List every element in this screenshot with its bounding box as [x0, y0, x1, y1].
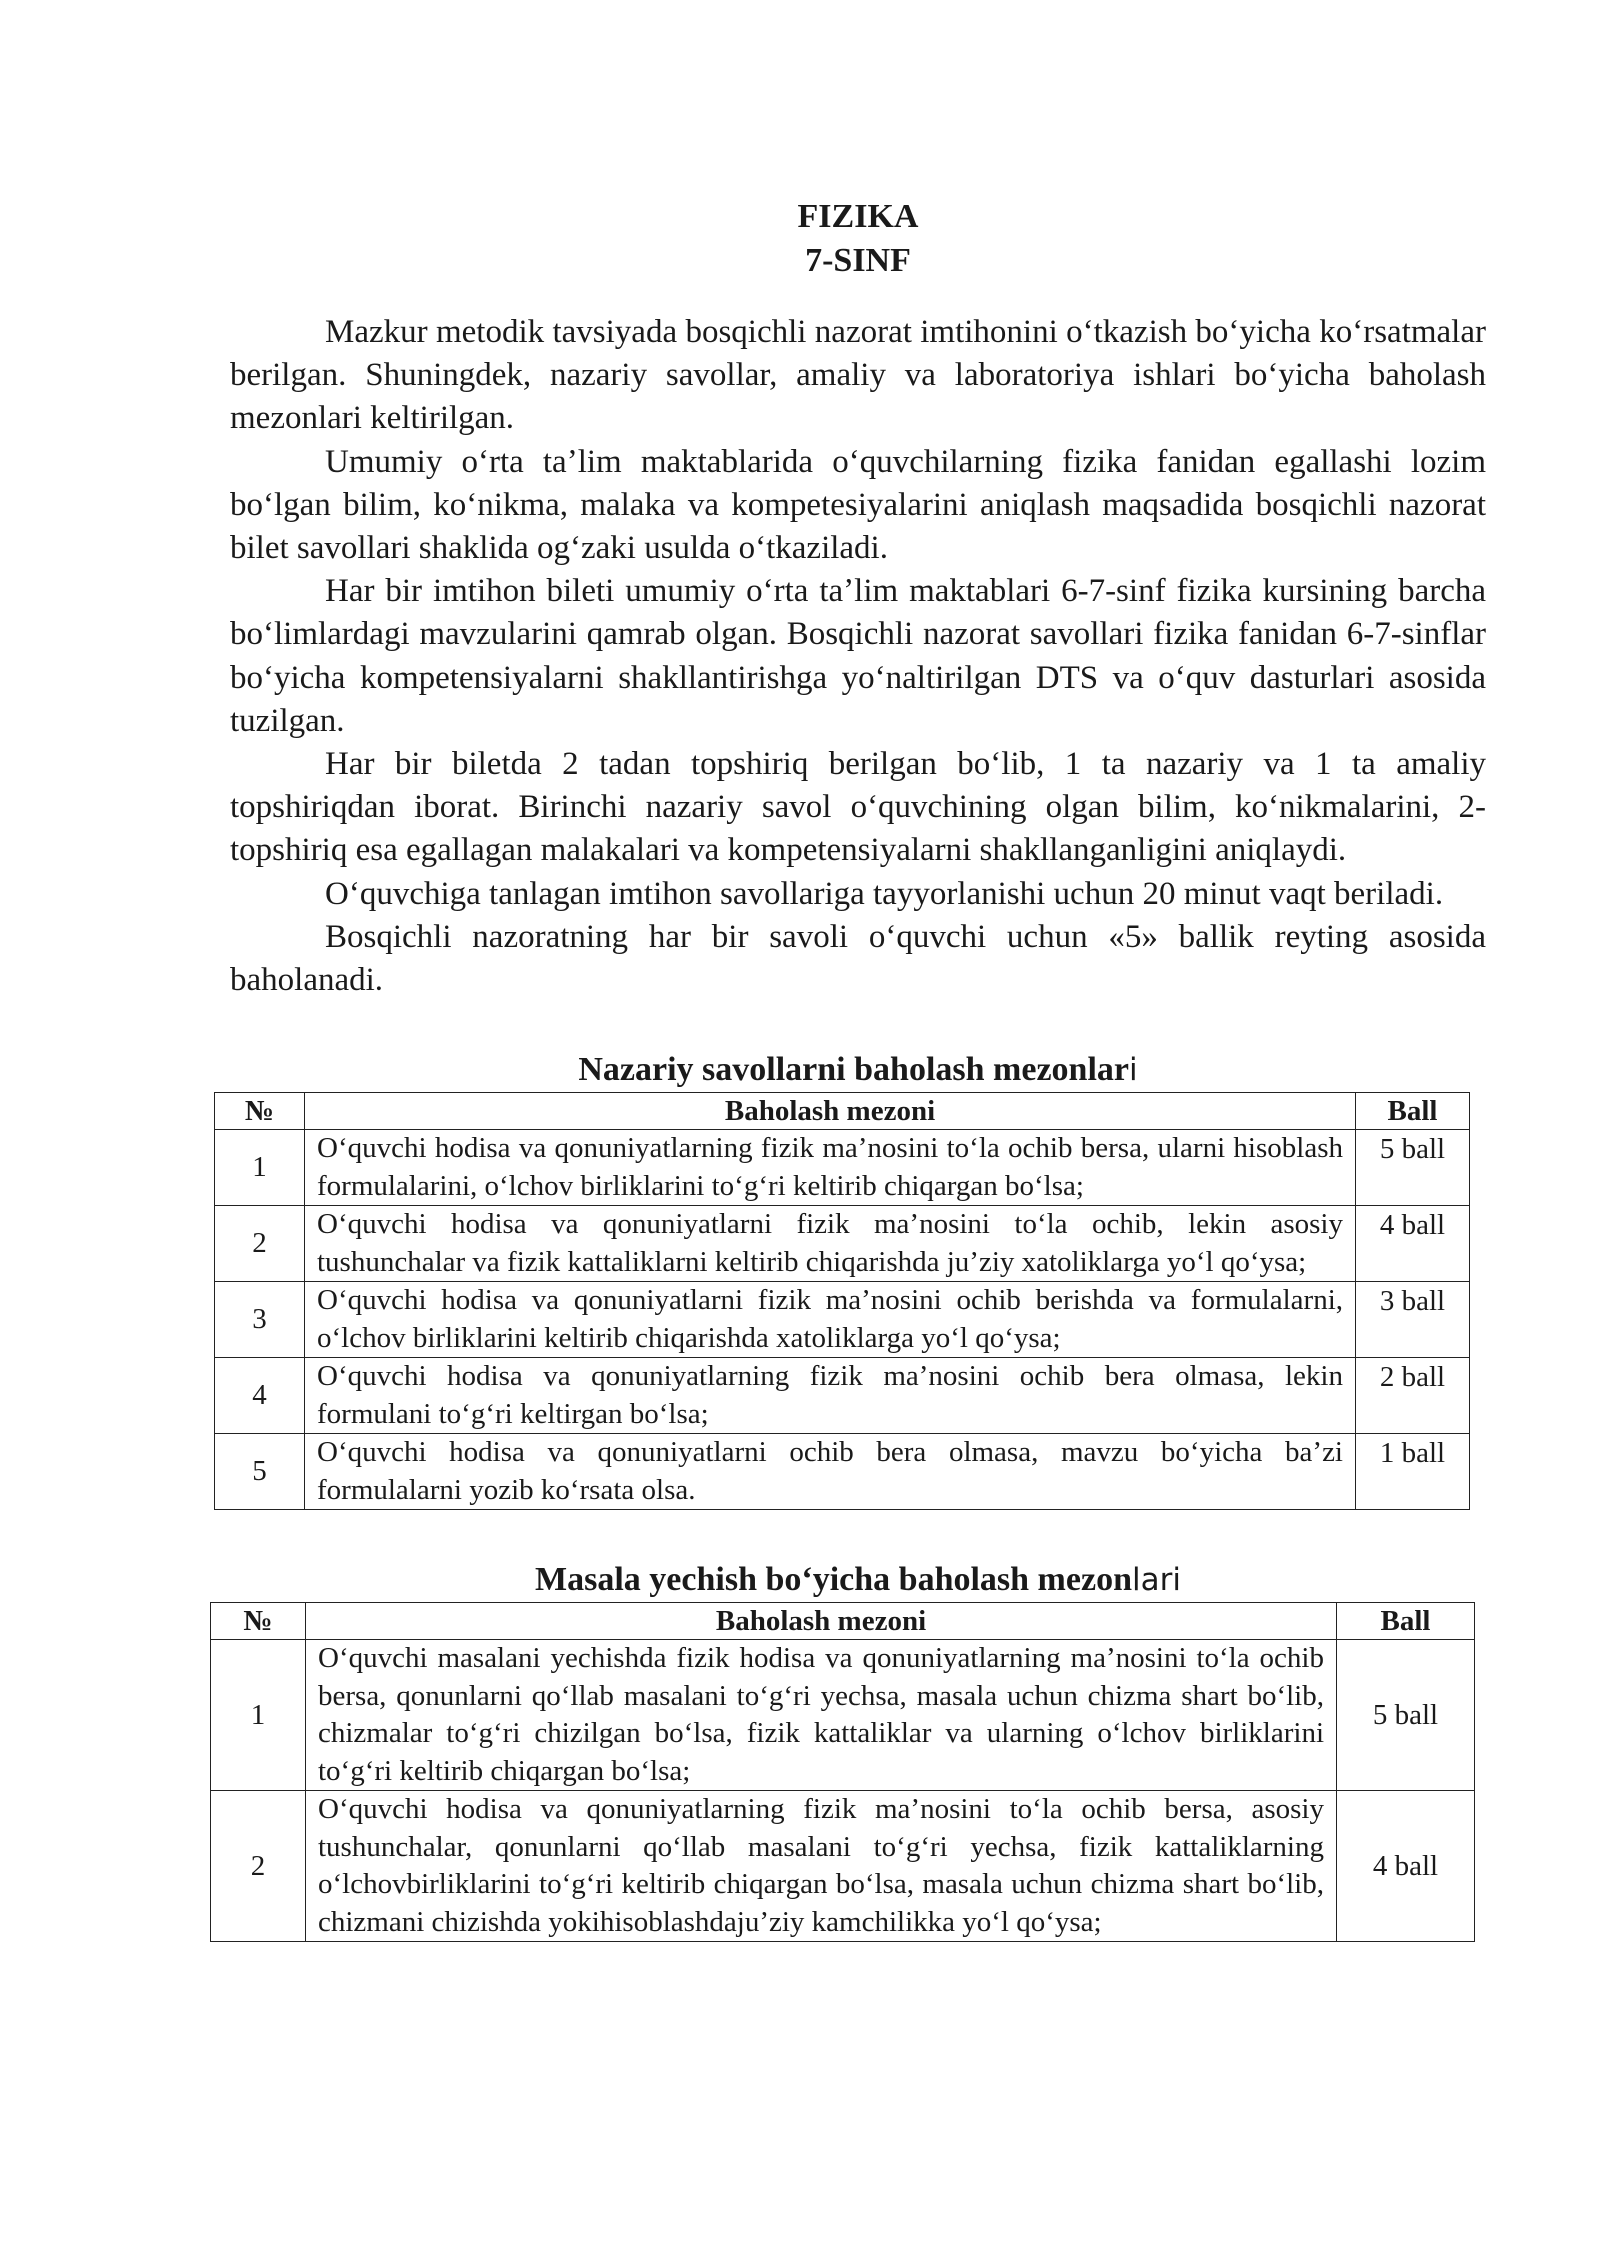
document-page: [230, 195, 1486, 1942]
table-row: [215, 1282, 1470, 1358]
heading-tail-text: i: [1128, 1052, 1138, 1089]
problem-solving-criteria-table: [210, 1602, 1475, 1942]
criteria-text: Oʻquvchi masalani yechishda fizik hodisa va qonuniyatlarning maʼnosini toʻla ochib bersa, qonunlarni qoʻllab masalani toʻgʻri yechsa, masala uchun chizma shart boʻlib, chizmalar toʻgʻri chizilgan boʻlsa, fizik kattaliklar va ularning oʻlchov birliklarini toʻgʻri keltirib chiqargan boʻlsa;: [306, 1640, 1337, 1791]
document-title: [230, 195, 1486, 283]
criteria-text: Oʻquvchi hodisa va qonuniyatlarning fizik maʼnosini toʻla ochib bersa, ularni hisoblash formulalarini, oʻlchov birliklarini toʻgʻri keltirib chiqargan boʻlsa;: [305, 1130, 1356, 1206]
criteria-column-header: Baholash mezoni: [305, 1093, 1356, 1130]
ball-value: 3 ball: [1356, 1282, 1470, 1358]
row-number: 2: [215, 1206, 305, 1282]
ball-column-header: Ball: [1337, 1603, 1475, 1640]
table-row: [215, 1434, 1470, 1510]
heading-tail-text: lari: [1131, 1562, 1181, 1599]
intro-paragraph: Bosqichli nazoratning har bir savoli oʻquvchi uchun «5» ballik reyting asosida baholanadi.: [230, 918, 1486, 999]
problem-solving-criteria-heading: [230, 1558, 1486, 1602]
number-column-header: №: [215, 1093, 305, 1130]
heading-main-text: Nazariy savollarni baholash mezonlar: [578, 1051, 1129, 1089]
row-number: 4: [215, 1358, 305, 1434]
criteria-text: Oʻquvchi hodisa va qonuniyatlarning fizik maʼnosini toʻla ochib bersa, asosiy tushunchalar, qonunlarni qoʻllab masalani toʻgʻri yechsa, fizik kattaliklarning oʻlchovbirliklarini toʻgʻri keltirib chiqargan boʻlsa, masala uchun chizma shart boʻlib, chizmani chizishda yokihisoblashdajuʼziy kamchilikka yoʻl qoʻysa;: [306, 1791, 1337, 1942]
row-number: 1: [211, 1640, 306, 1791]
grade-heading: 7-SINF: [805, 242, 911, 279]
row-number: 5: [215, 1434, 305, 1510]
number-column-header: №: [211, 1603, 306, 1640]
row-number: 3: [215, 1282, 305, 1358]
table-row: [211, 1640, 1475, 1791]
intro-text: [230, 311, 1486, 1002]
criteria-text: Oʻquvchi hodisa va qonuniyatlarni ochib bera olmasa, mavzu boʻyicha baʼzi formulalarni yozib koʻrsata olsa.: [305, 1434, 1356, 1510]
criteria-column-header: Baholash mezoni: [306, 1603, 1337, 1640]
heading-main-text: Masala yechish boʻyicha baholash mezon: [535, 1561, 1132, 1599]
table-row: [215, 1206, 1470, 1282]
intro-paragraph: Umumiy oʻrta taʼlim maktablarida oʻquvchilarning fizika fanidan egallashi lozim boʻlgan bilim, koʻnikma, malaka va kompetesiyalarini aniqlash maqsadida bosqichli nazorat bilet savollari shaklida ogʻzaki usulda oʻtkaziladi.: [230, 443, 1486, 567]
table-row: [215, 1130, 1470, 1206]
ball-value: 1 ball: [1356, 1434, 1470, 1510]
subject-heading: FIZIKA: [797, 198, 919, 235]
intro-paragraph: Har bir imtihon bileti umumiy oʻrta taʼlim maktablari 6-7-sinf fizika kursining barcha boʻlimlardagi mavzularini qamrab olgan. Bosqichli nazorat savollari fizika fanidan 6-7-sinflar boʻyicha kompetensiyalarni shakllantirishga yoʻnaltirilgan DTS va oʻquv dasturlari asosida tuzilgan.: [230, 573, 1486, 739]
table-header-row: [215, 1093, 1470, 1130]
criteria-text: Oʻquvchi hodisa va qonuniyatlarning fizik maʼnosini ochib bera olmasa, lekin formulani toʻgʻri keltirgan boʻlsa;: [305, 1358, 1356, 1434]
row-number: 1: [215, 1130, 305, 1206]
intro-paragraph: Oʻquvchiga tanlagan imtihon savollariga tayyorlanishi uchun 20 minut vaqt beriladi.: [325, 875, 1444, 912]
table-header-row: [211, 1603, 1475, 1640]
table-row: [215, 1358, 1470, 1434]
intro-paragraph: Mazkur metodik tavsiyada bosqichli nazorat imtihonini oʻtkazish boʻyicha koʻrsatmalar berilgan. Shuningdek, nazariy savollar, amaliy va laboratoriya ishlari boʻyicha baholash mezonlari keltirilgan.: [230, 314, 1486, 437]
ball-value: 5 ball: [1356, 1130, 1470, 1206]
intro-paragraph: Har bir biletda 2 tadan topshiriq berilgan boʻlib, 1 ta nazariy va 1 ta amaliy topshiriqdan iborat. Birinchi nazariy savol oʻquvchining olgan bilim, koʻnikmalarini, 2-topshiriq esa egallagan malakalari va kompetensiyalarni shakllanganligini aniqlaydi.: [230, 746, 1486, 869]
row-number: 2: [211, 1791, 306, 1942]
ball-value: 4 ball: [1337, 1791, 1475, 1942]
ball-column-header: Ball: [1356, 1093, 1470, 1130]
ball-value: 4 ball: [1356, 1206, 1470, 1282]
table-row: [211, 1791, 1475, 1942]
ball-value: 5 ball: [1337, 1640, 1475, 1791]
theory-criteria-heading: [230, 1048, 1486, 1092]
criteria-text: Oʻquvchi hodisa va qonuniyatlarni fizik maʼnosini toʻla ochib, lekin asosiy tushunchalar va fizik kattaliklarni keltirib chiqarishda juʼziy xatoliklarga yoʻl qoʻysa;: [305, 1206, 1356, 1282]
theory-criteria-table: [214, 1092, 1470, 1510]
ball-value: 2 ball: [1356, 1358, 1470, 1434]
criteria-text: Oʻquvchi hodisa va qonuniyatlarni fizik maʼnosini ochib berishda va formulalarni, oʻlchov birliklarini keltirib chiqarishda xatoliklarga yoʻl qoʻysa;: [305, 1282, 1356, 1358]
